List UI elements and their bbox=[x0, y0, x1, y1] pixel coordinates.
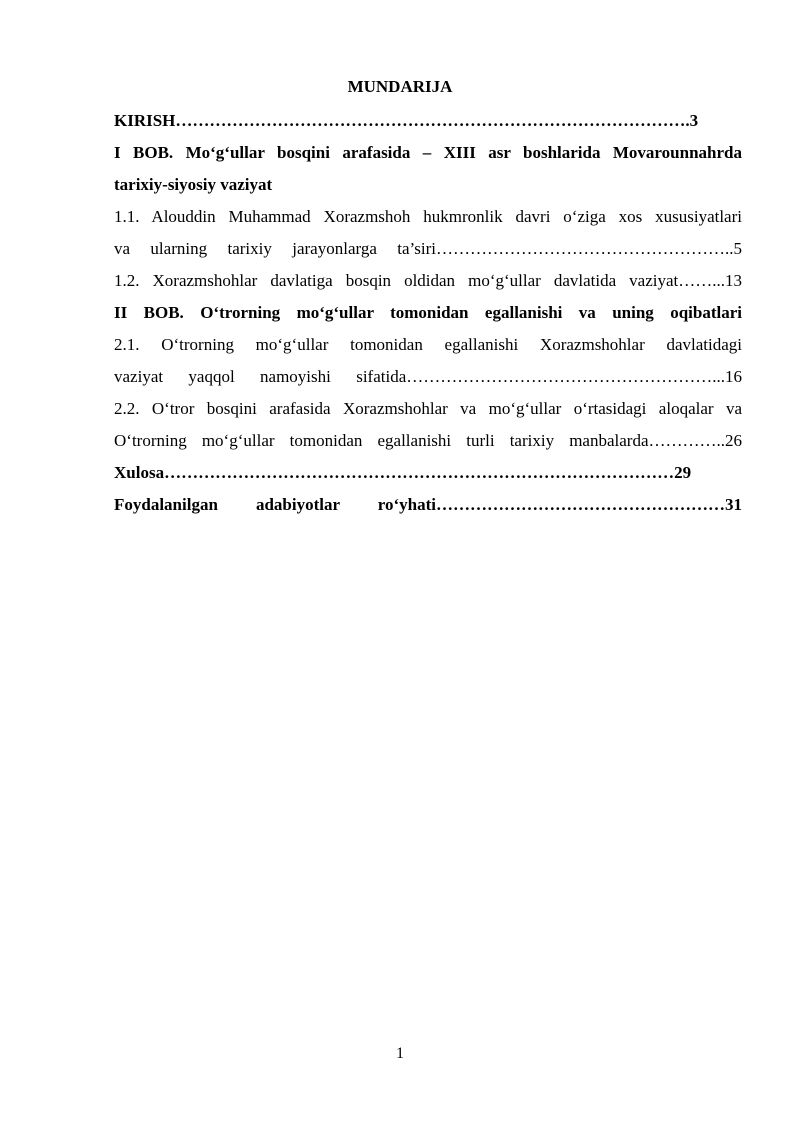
toc-chapter-1-title-continued: tarixiy-siyosiy vaziyat bbox=[114, 175, 273, 194]
toc-entry-adabiyotlar: Foydalanilgan adabiyotlar ro‘yhati……………………………………………31 bbox=[114, 495, 742, 514]
page-title: MUNDARIJA bbox=[347, 77, 453, 96]
toc-section-2-1: 2.1. O‘trorning mo‘g‘ullar tomonidan egallanishi Xorazmshohlar davlatidagi bbox=[114, 335, 742, 354]
toc-entry-kirish: KIRISH……………………………………………………………………………….3 bbox=[114, 111, 699, 130]
toc-section-1-2: 1.2. Xorazmshohlar davlatiga bosqin oldidan mo‘g‘ullar davlatida vaziyat……...13 bbox=[114, 271, 742, 290]
page-number: 1 bbox=[396, 1045, 404, 1062]
toc-section-2-2: 2.2. O‘tror bosqini arafasida Xorazmshohlar va mo‘g‘ullar o‘rtasidagi aloqalar va bbox=[114, 399, 742, 418]
toc-section-2-2-continued: O‘trorning mo‘g‘ullar tomonidan egallanishi turli tarixiy manbalarda…………..26 bbox=[114, 431, 742, 450]
table-of-contents bbox=[114, 108, 742, 524]
toc-section-2-1-continued: vaziyat yaqqol namoyishi sifatida………………………………………………...16 bbox=[114, 367, 742, 386]
toc-chapter-1-title: I BOB. Mo‘g‘ullar bosqini arafasida – XIII asr boshlarida Movarounnahrda bbox=[114, 143, 742, 162]
toc-entry-xulosa: Xulosa………………………………………………………………………………29 bbox=[114, 463, 692, 482]
toc-section-1-1: 1.1. Alouddin Muhammad Xorazmshoh hukmronlik davri o‘ziga xos xususiyatlari bbox=[114, 207, 742, 226]
toc-chapter-2-title: II BOB. O‘trorning mo‘g‘ullar tomonidan egallanishi va uning oqibatlari bbox=[114, 303, 742, 322]
toc-section-1-1-continued: va ularning tarixiy jarayonlarga ta’siri……………………………………………..5 bbox=[114, 239, 742, 258]
